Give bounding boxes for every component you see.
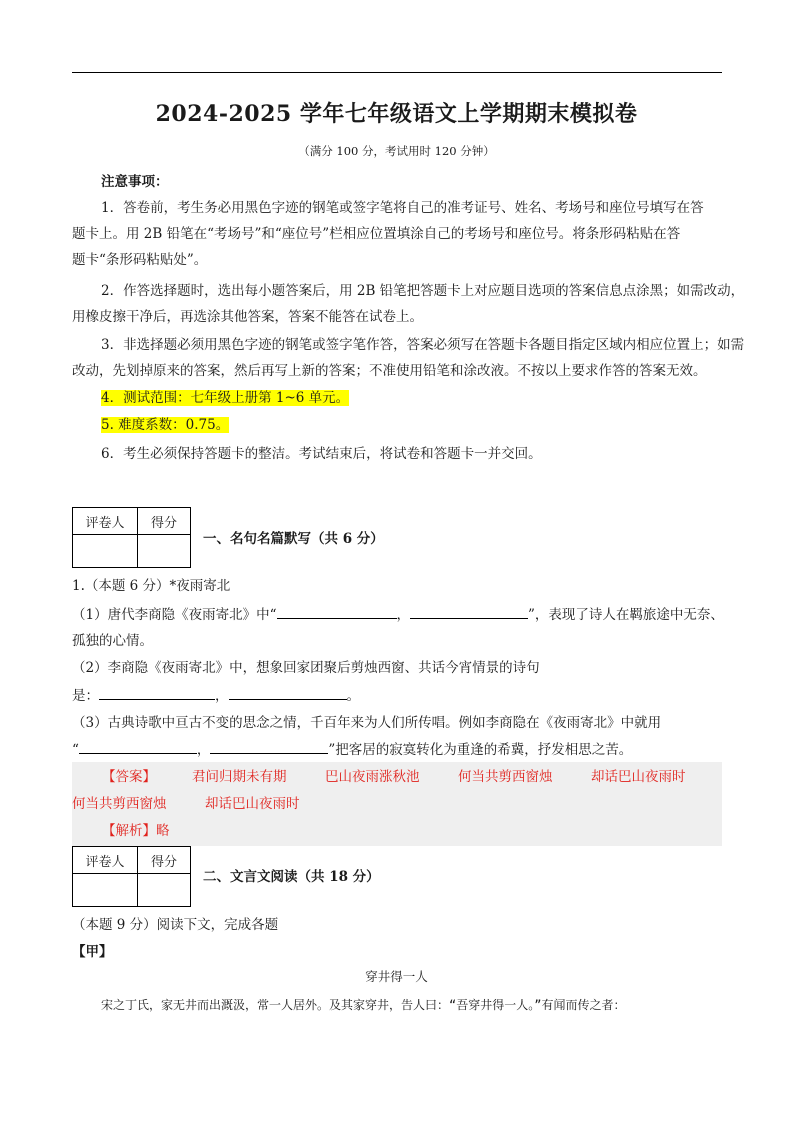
- analysis-label: 【解析】: [102, 823, 156, 839]
- grader-label: 评卷人: [73, 508, 138, 535]
- answer-1: 君问归期未有期: [192, 769, 287, 785]
- grader-table-2: [72, 846, 191, 907]
- answer-5: 何当共剪西窗烛: [72, 796, 167, 812]
- question-1-3: [72, 738, 632, 758]
- question-1-1: [72, 603, 724, 623]
- answer-blank[interactable]: [99, 685, 215, 700]
- answer-4: 却话巴山夜雨时: [591, 769, 686, 785]
- q1-2-period: 。: [346, 688, 360, 704]
- q1-3-prefix: “: [72, 742, 79, 758]
- question-1-title: 1.（本题 6 分）*夜雨寄北: [72, 578, 231, 594]
- question-1-3-line-1: （3）古典诗歌中亘古不变的思念之情，千百年来为人们所传唱。例如李商隐在《夜雨寄北》中就用: [72, 715, 662, 731]
- grader-label: 评卷人: [73, 847, 138, 874]
- answer-blank[interactable]: [410, 604, 528, 619]
- notice-item-5: 5. 难度系数：0.75。: [101, 417, 230, 433]
- question-1-2-line-1: （2）李商隐《夜雨寄北》中，想象回家团聚后剪烛西窗、共话今宵情景的诗句: [72, 660, 540, 676]
- notice-item-1-line-3: 题卡“条形码粘贴处”。: [72, 252, 208, 268]
- header-rule: [72, 72, 722, 73]
- score-cell: [138, 535, 191, 568]
- answer-blank[interactable]: [79, 739, 197, 754]
- grader-table-1: [72, 507, 191, 568]
- answer-box: [72, 762, 722, 846]
- answer-label: 【答案】: [102, 769, 156, 785]
- exam-subtitle: （满分 100 分，考试用时 120 分钟）: [298, 144, 495, 158]
- score-label: 得分: [138, 508, 191, 535]
- notice-item-2-line-2: 用橡皮擦干净后，再选涂其他答案，答案不能答在试卷上。: [72, 309, 423, 325]
- score-label: 得分: [138, 847, 191, 874]
- question-1-2: [72, 684, 360, 704]
- notice-item-1-line-2: 题卡上。用 2B 铅笔在“考场号”和“座位号”栏相应位置填涂自己的考场号和座位号。将条形码粘贴在答: [72, 226, 681, 242]
- q1-3-suffix: ”把客居的寂寞转化为重逢的希冀，抒发相思之苦。: [328, 742, 633, 758]
- analysis-text: 略: [156, 823, 170, 839]
- q1-2-prefix: 是：: [72, 688, 99, 704]
- answer-blank[interactable]: [229, 685, 347, 700]
- score-cell: [138, 874, 191, 907]
- q1-2-comma: ，: [215, 688, 229, 704]
- notice-item-1-line-1: 1．答卷前，考生务必用黑色字迹的钢笔或签字笔将自己的准考证号、姓名、考场号和座位号填写在答: [101, 200, 704, 216]
- passage-title: 穿井得一人: [365, 969, 428, 984]
- answer-3: 何当共剪西窗烛: [458, 769, 553, 785]
- answer-2: 巴山夜雨涨秋池: [325, 769, 420, 785]
- q1-3-comma: ，: [196, 742, 211, 758]
- passage-line-1: 宋之丁氏，家无井而出溉汲，常一人居外。及其家穿井，告人曰：“吾穿井得一人。”有闻而传之者：: [101, 998, 626, 1012]
- notice-item-4: 4．测试范围：七年级上册第 1~6 单元。: [101, 390, 350, 406]
- grader-cell: [73, 874, 138, 907]
- answer-blank[interactable]: [210, 739, 328, 754]
- part-label-jia: 【甲】: [72, 944, 113, 960]
- answer-blank[interactable]: [277, 604, 397, 619]
- notice-item-6: 6．考生必须保持答题卡的整洁。考试结束后，将试卷和答题卡一并交回。: [101, 446, 542, 462]
- notice-item-3-line-1: 3．非选择题必须用黑色字迹的钢笔或签字笔作答，答案必须写在答题卡各题目指定区域内相应位置上；如需: [101, 337, 745, 353]
- notice-item-2-line-1: 2．作答选择题时，选出每小题答案后，用 2B 铅笔把答题卡上对应题目选项的答案信息点涂黑；如需改动，: [101, 283, 745, 299]
- grader-cell: [73, 535, 138, 568]
- q1-1-suffix: ”，表现了诗人在羁旅途中无奈、: [528, 607, 724, 623]
- section-1-title: 一、名句名篇默写（共 6 分）: [203, 531, 384, 547]
- notice-item-3-line-2: 改动，先划掉原来的答案，然后再写上新的答案；不准使用铅笔和涂改液。不按以上要求作答的答案无效。: [72, 363, 707, 379]
- q1-1-comma: ，: [396, 607, 410, 623]
- notice-heading: 注意事项：: [101, 174, 169, 190]
- q1-1-prefix: （1）唐代李商隐《夜雨寄北》中“: [72, 607, 277, 623]
- section-2-title: 二、文言文阅读（共 18 分）: [203, 869, 380, 885]
- section-2-intro: （本题 9 分）阅读下文，完成各题: [72, 917, 279, 933]
- answer-6: 却话巴山夜雨时: [205, 796, 300, 812]
- exam-title: 2024-2025 学年七年级语文上学期期末模拟卷: [155, 101, 638, 127]
- question-1-1-line-2: 孤独的心情。: [72, 633, 153, 649]
